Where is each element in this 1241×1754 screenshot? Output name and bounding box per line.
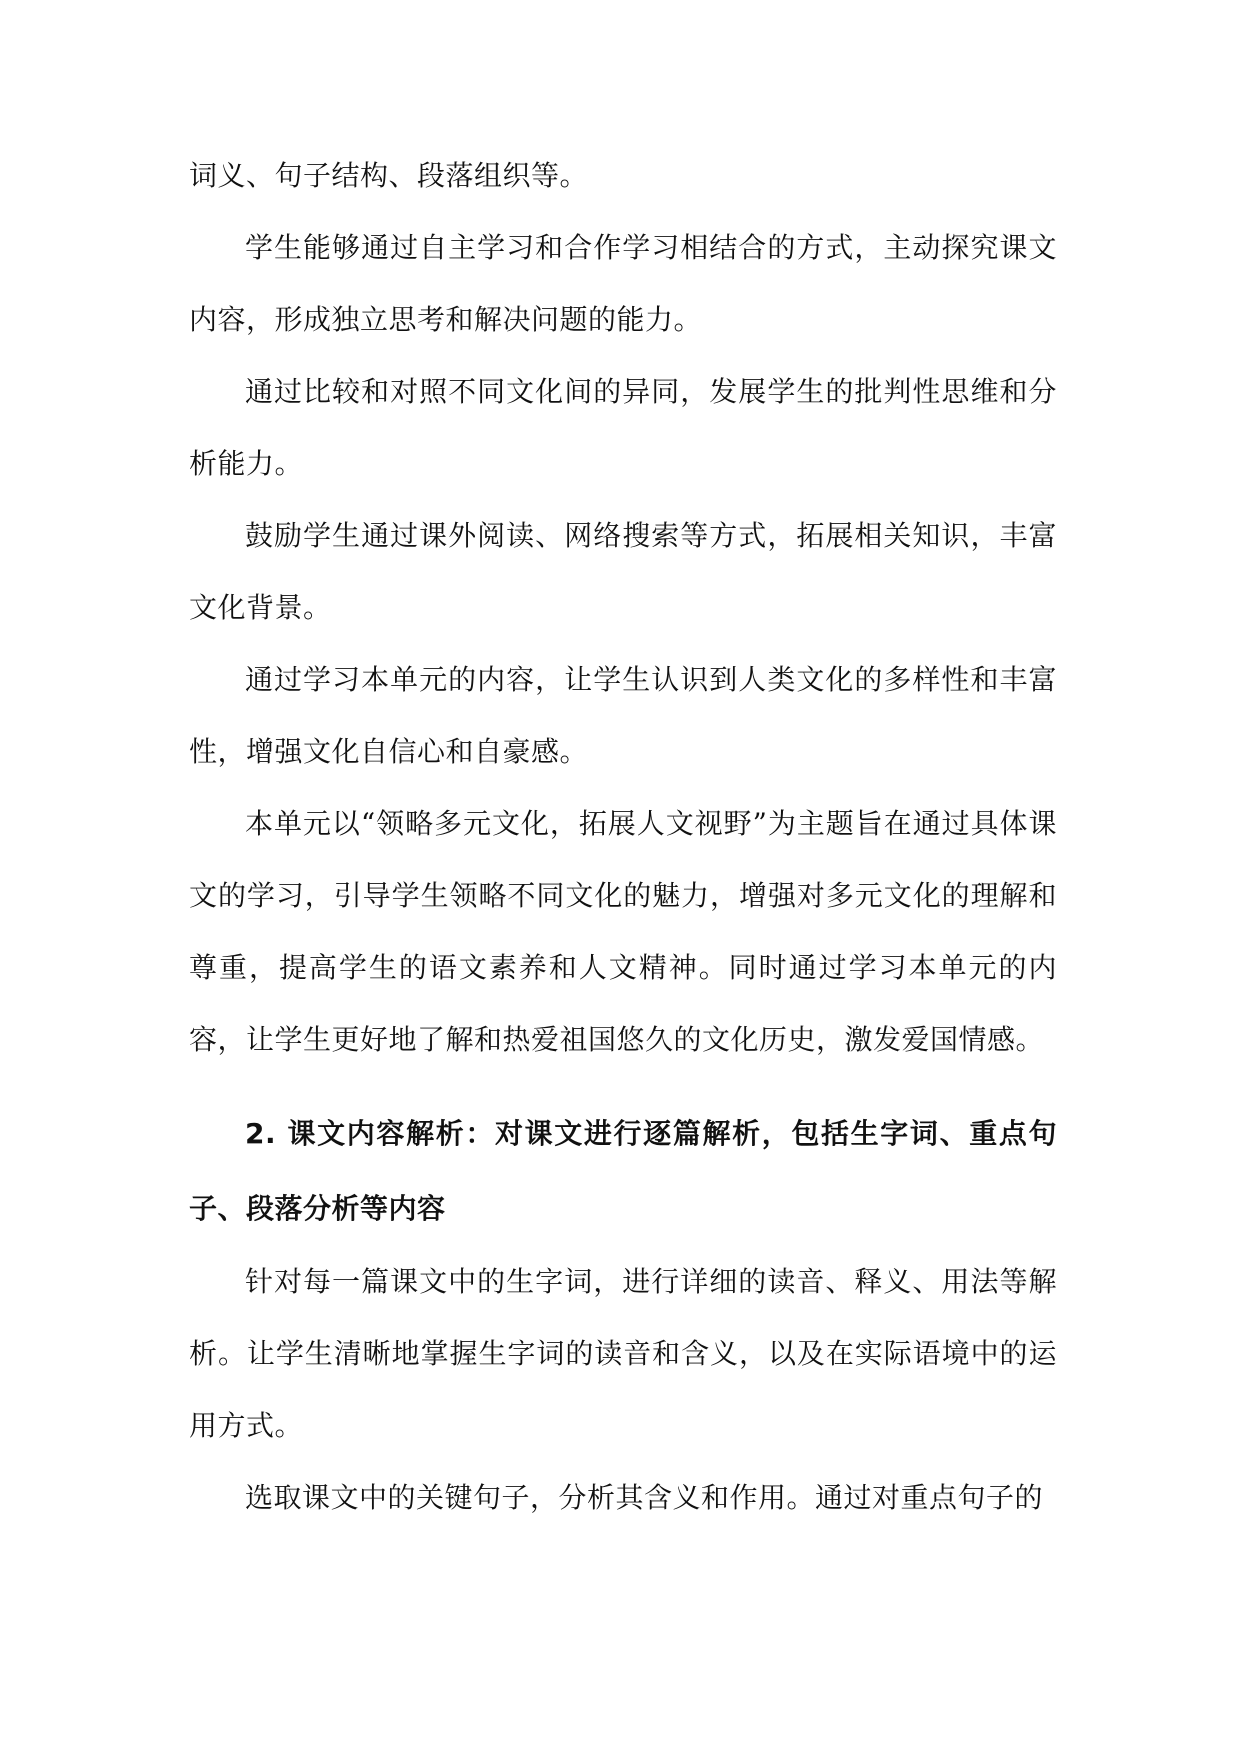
paragraph-cultural-confidence: 通过学习本单元的内容，让学生认识到人类文化的多样性和丰富性，增强文化自信心和自豪感。 bbox=[189, 663, 1057, 768]
paragraph-continuation: 词义、句子结构、段落组织等。 bbox=[189, 159, 589, 192]
paragraph-vocabulary: 针对每一篇课文中的生字词，进行详细的读音、释义、用法等解析。让学生清晰地掌握生字词的读音和含义，以及在实际语境中的运用方式。 bbox=[189, 1265, 1057, 1442]
section-heading: 2. 课文内容解析：对课文进行逐篇解析，包括生字词、重点句子、段落分析等内容 bbox=[189, 1117, 1057, 1225]
paragraph-extended-reading: 鼓励学生通过课外阅读、网络搜索等方式，拓展相关知识，丰富文化背景。 bbox=[189, 519, 1057, 624]
paragraph-learning-methods: 学生能够通过自主学习和合作学习相结合的方式，主动探究课文内容，形成独立思考和解决问题的能力。 bbox=[189, 231, 1057, 336]
paragraph-unit-theme: 本单元以“领略多元文化，拓展人文视野”为主题旨在通过具体课文的学习，引导学生领略不同文化的魅力，增强对多元文化的理解和尊重，提高学生的语文素养和人文精神。同时通过学习本单元的内容，让学生更好地了解和热爱祖国悠久的文化历史，激发爱国情感。 bbox=[189, 807, 1057, 1056]
paragraph-key-sentences: 选取课文中的关键句子，分析其含义和作用。通过对重点句子的 bbox=[245, 1481, 1044, 1514]
document-body bbox=[189, 140, 1057, 1534]
paragraph-critical-thinking: 通过比较和对照不同文化间的异同，发展学生的批判性思维和分析能力。 bbox=[189, 375, 1057, 480]
